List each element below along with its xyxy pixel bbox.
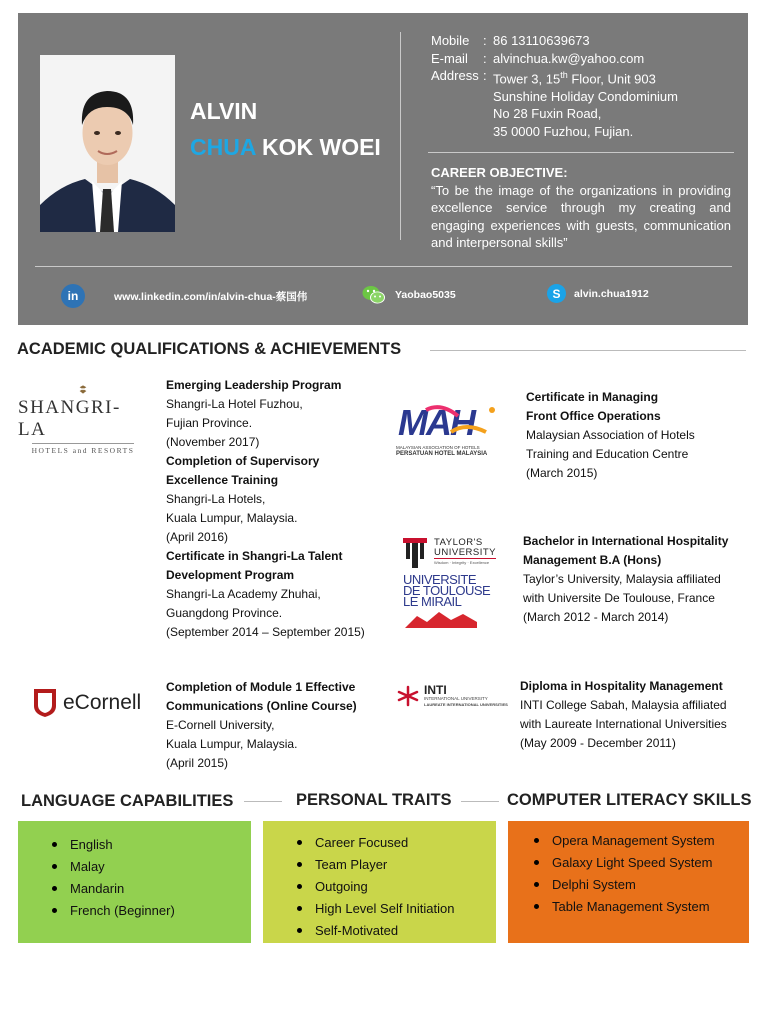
shangrila-emblem-icon [72, 385, 94, 394]
entry-line: Shangri-La Hotels, [166, 492, 266, 506]
contact-block: Mobile : 86 13110639673 E-mail : alvinchua.kw@yahoo.com Address : Tower 3, 15th Floor, Unit 903 Sunshine Holiday Condominium No 28 Fuxin Road, 35 0000 Fuzhou, Fujian. [431, 33, 678, 139]
mobile-label: Mobile [431, 33, 470, 48]
last-name [190, 134, 381, 161]
shangrila-logo [18, 385, 148, 455]
header-divider-social [35, 266, 732, 267]
toulouse-logo-text: UNIVERSITE DE TOULOUSE LE MIRAIL [403, 572, 491, 609]
wechat-icon [362, 284, 386, 306]
ecornell-entry [166, 678, 396, 773]
linkedin-url[interactable]: www.linkedin.com/in/alvin-chua-蔡国伟 [114, 290, 308, 303]
taylors-entry [523, 532, 763, 627]
list-item: Table Management System [508, 896, 749, 918]
mah-logo-sub1: MALAYSIAN ASSOCIATION OF HOTELS [396, 445, 480, 450]
list-item: Team Player [263, 854, 496, 876]
computer-list [508, 830, 749, 918]
entry-line: (March 2015) [526, 466, 598, 480]
inti-logo-text: INTI [424, 683, 447, 697]
ecornell-logo-text: eCornell [63, 691, 142, 714]
entry-line: with Laureate International Universities [520, 717, 727, 731]
inti-logo [396, 683, 511, 711]
entry-line: (April 2015) [166, 756, 229, 770]
entry-line: E-Cornell University, [166, 718, 275, 732]
list-item: English [18, 834, 251, 856]
entry-line: Shangri-La Academy Zhuhai, [166, 587, 321, 601]
heading-divider-1 [244, 801, 282, 802]
entry-line: Certificate in Shangri-La Talent [166, 549, 343, 563]
list-item: Outgoing [263, 876, 496, 898]
taylors-shield-icon [403, 538, 427, 568]
entry-line: (April 2016) [166, 530, 229, 544]
address-line-4: 35 0000 Fuzhou, Fujian. [493, 123, 634, 139]
skype-id [547, 284, 649, 303]
inti-star-icon [396, 685, 420, 707]
profile-photo [40, 55, 175, 232]
academic-heading-line [430, 350, 746, 351]
entry-line: Kuala Lumpur, Malaysia. [166, 737, 298, 751]
computer-heading: COMPUTER LITERACY SKILLS [507, 791, 752, 809]
address-line-2: Sunshine Holiday Condominium [493, 88, 678, 104]
language-heading: LANGUAGE CAPABILITIES [21, 792, 234, 810]
entry-line: Kuala Lumpur, Malaysia. [166, 511, 298, 525]
entry-line: Excellence Training [166, 473, 279, 487]
career-objective-title: CAREER OBJECTIVE: [431, 165, 568, 180]
entry-line: Front Office Operations [526, 409, 661, 423]
entry-line: Management B.A (Hons) [523, 553, 662, 567]
header-divider-contact [428, 152, 734, 153]
entry-line: Diploma in Hospitality Management [520, 679, 723, 693]
ecornell-logo [33, 686, 158, 720]
entry-line: Taylor’s University, Malaysia affiliated [523, 572, 721, 586]
address-line-1: Tower 3, 15th Floor, Unit 903 [493, 70, 656, 87]
last-name-rest: KOK WOEI [261, 134, 381, 160]
career-objective-text: “To be the image of the organizations in providing excellence service through my creating and engaging experiences with guests, communication and interpersonal skills” [431, 182, 731, 250]
entry-line: (May 2009 - December 2011) [520, 736, 676, 750]
shangrila-entry [166, 376, 396, 642]
heading-divider-2 [461, 801, 499, 802]
entry-line: Shangri-La Hotel Fuzhou, [166, 397, 303, 411]
taylors-logo-text-1: TAYLOR'S [434, 537, 483, 548]
last-name-highlight: CHUA [190, 134, 256, 160]
entry-line: Certificate in Managing [526, 390, 659, 404]
entry-line: Training and Education Centre [526, 447, 689, 461]
entry-line: (March 2012 - March 2014) [523, 610, 669, 624]
entry-line: Development Program [166, 568, 295, 582]
list-item: French (Beginner) [18, 900, 251, 922]
traits-heading: PERSONAL TRAITS [296, 791, 452, 809]
wechat-id [362, 284, 456, 306]
mah-logo-sub2: PERSATUAN HOTEL MALAYSIA [396, 451, 488, 457]
entry-line: INTI College Sabah, Malaysia affiliated [520, 698, 727, 712]
taylors-toulouse-logo [403, 536, 503, 631]
computer-box [508, 821, 749, 943]
ecornell-shield-icon [33, 688, 57, 718]
linkedin-link[interactable] [61, 284, 307, 308]
address-line-3: No 28 Fuxin Road, [493, 106, 602, 122]
traits-list [263, 832, 496, 942]
wechat-value: Yaobao5035 [395, 289, 456, 301]
entry-line: Emerging Leadership Program [166, 378, 342, 392]
mobile-value: 86 13110639673 [493, 33, 590, 48]
mah-logo [396, 402, 501, 460]
entry-line: Completion of Module 1 Effective [166, 680, 356, 694]
inti-logo-sub2: LAUREATE INTERNATIONAL UNIVERSITIES [424, 702, 508, 707]
entry-line: Communications (Online Course) [166, 699, 357, 713]
list-item: High Level Self Initiation [263, 898, 496, 920]
email-label: E-mail [431, 50, 468, 66]
entry-line: Bachelor in International Hospitality [523, 534, 729, 548]
first-name: ALVIN [190, 98, 258, 124]
entry-line: (September 2014 – September 2015) [166, 625, 365, 639]
mah-logo-text: MAH [398, 402, 474, 443]
inti-entry [520, 677, 765, 753]
language-list [18, 834, 251, 922]
academic-heading: ACADEMIC QUALIFICATIONS & ACHIEVEMENTS [17, 340, 402, 358]
address-label: Address [431, 68, 479, 83]
list-item: Mandarin [18, 878, 251, 900]
entry-line: Fujian Province. [166, 416, 253, 430]
list-item: Self-Motivated [263, 920, 496, 942]
list-item: Career Focused [263, 832, 496, 854]
list-item: Delphi System [508, 874, 749, 896]
entry-line: Malaysian Association of Hotels [526, 428, 695, 442]
mah-entry [526, 388, 756, 483]
email-value[interactable]: alvinchua.kw@yahoo.com [493, 50, 645, 66]
entry-line: with Universite De Toulouse, France [523, 591, 715, 605]
list-item: Galaxy Light Speed System [508, 852, 749, 874]
entry-line: (November 2017) [166, 435, 260, 449]
taylors-logo-text-2: UNIVERSITY [434, 547, 497, 558]
entry-line: Completion of Supervisory [166, 454, 320, 468]
traits-box [263, 821, 496, 943]
list-item: Malay [18, 856, 251, 878]
language-box [18, 821, 251, 943]
career-objective [431, 164, 731, 252]
shangrila-logo-text: SHANGRI-LA [18, 397, 121, 440]
linkedin-icon: in [61, 284, 85, 308]
header-divider-vertical [400, 32, 401, 240]
inti-logo-sub1: INTERNATIONAL UNIVERSITY [424, 696, 488, 701]
skype-value: alvin.chua1912 [574, 287, 649, 300]
shangrila-logo-subtext: HOTELS and RESORTS [32, 443, 135, 455]
list-item: Opera Management System [508, 830, 749, 852]
entry-line: Guangdong Province. [166, 606, 283, 620]
taylors-logo-motto: Wisdom · Integrity · Excellence [434, 560, 490, 565]
skype-icon: S [547, 284, 566, 303]
